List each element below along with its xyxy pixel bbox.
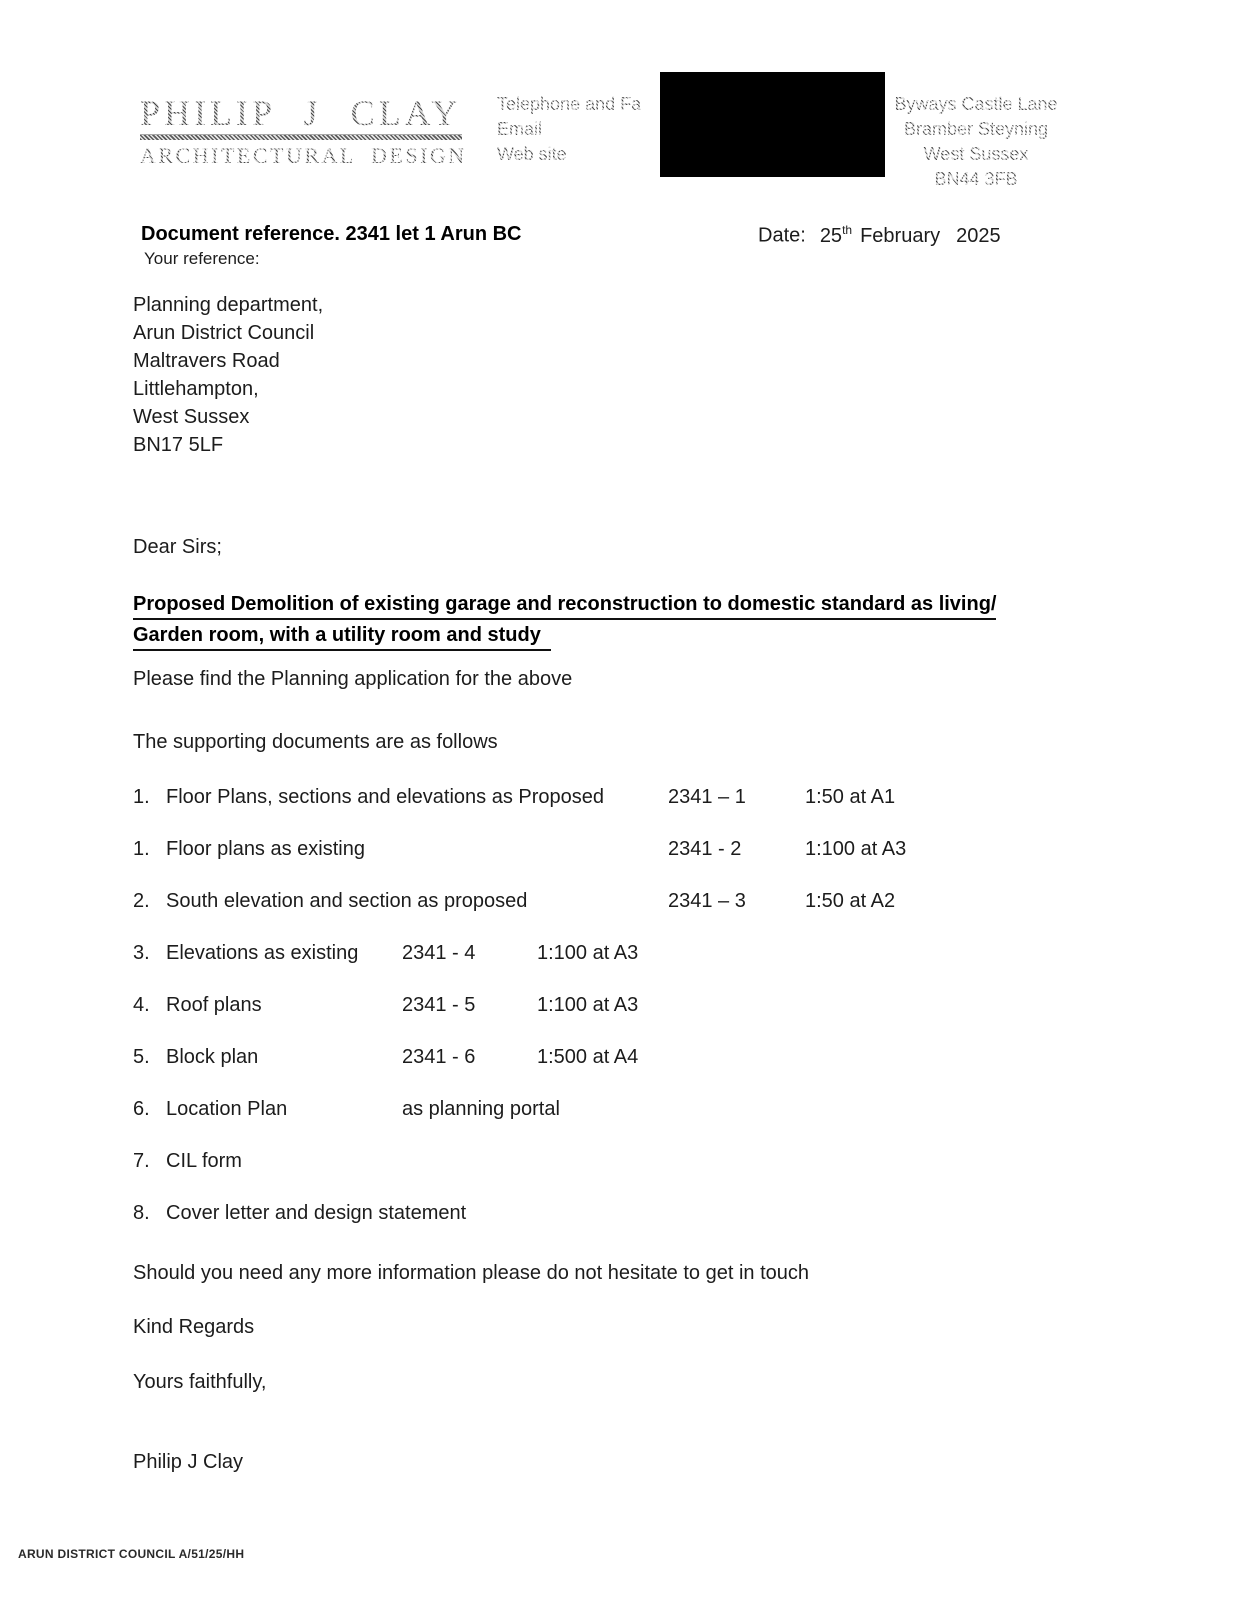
document-list-row [133,1046,1133,1098]
recipient-line: BN17 5LF [133,434,224,456]
item-scale: 1:500 at A4 [537,1046,639,1068]
company-logo-subtitle: ARCHITECTURAL DESIGN [140,143,467,168]
item-label: Location Plan [166,1098,288,1120]
item-label: Floor Plans, sections and elevations as Proposed [166,786,605,808]
footer-stamp: ARUN DISTRICT COUNCIL A/51/25/HH [18,1547,245,1561]
date-ordinal: th [842,223,853,237]
item-label: Cover letter and design statement [166,1202,467,1224]
document-list-row [133,994,1133,1046]
document-reference: Document reference. 2341 let 1 Arun BC [141,223,522,245]
subject-line-2: Garden room, with a utility room and study [133,622,551,651]
item-label: Roof plans [166,994,262,1016]
documents-list [133,786,1133,1254]
item-drawing-ref: 2341 - 2 [668,838,742,860]
subject-line-1: Proposed Demolition of existing garage and reconstruction to domestic standard as living/ [133,591,996,620]
website-label: Web site [497,144,567,164]
item-scale: 1:50 at A2 [805,890,896,912]
office-address-line: Bramber Steyning [903,119,1049,139]
item-drawing-ref: as planning portal [402,1098,560,1120]
office-address-line: BN44 3FB [934,169,1018,189]
document-list-row [133,1150,1133,1202]
item-drawing-ref: 2341 – 3 [668,890,746,912]
item-number: 6. [133,1098,150,1120]
contact-labels [497,92,641,167]
item-scale: 1:100 at A3 [537,994,639,1016]
recipient-line: Arun District Council [133,322,315,344]
recipient-line: Maltravers Road [133,350,280,372]
valediction: Yours faithfully, [133,1371,267,1393]
company-logo-name: PHILIP J CLAY [140,93,462,133]
item-number: 1. [133,786,150,808]
item-scale: 1:100 at A3 [537,942,639,964]
outro-paragraph: Should you need any more information please do not hesitate to get in touch [133,1262,810,1284]
date-month: February [860,224,941,247]
item-number: 2. [133,890,150,912]
document-list-row [133,838,1133,890]
item-number: 8. [133,1202,150,1224]
item-number: 7. [133,1150,150,1172]
item-number: 5. [133,1046,150,1068]
item-number: 3. [133,942,150,964]
list-intro-paragraph: The supporting documents are as follows [133,731,498,753]
item-label: South elevation and section as proposed [166,890,528,912]
document-list-row [133,1098,1133,1150]
your-reference: Your reference: [144,249,260,268]
office-address-line: West Sussex [923,144,1029,164]
item-label: Block plan [166,1046,259,1068]
signature-name: Philip J Clay [133,1451,244,1473]
date-day: 25 [819,224,843,247]
recipient-line: Littlehampton, [133,378,259,400]
recipient-line: Planning department, [133,294,324,316]
item-drawing-ref: 2341 - 6 [402,1046,476,1068]
redaction-box [660,72,885,177]
subject-heading [133,589,1083,651]
document-list-row [133,1202,1133,1254]
salutation: Dear Sirs; [133,536,222,558]
item-scale: 1:100 at A3 [805,838,907,860]
document-list-row [133,786,1133,838]
item-drawing-ref: 2341 - 4 [402,942,476,964]
item-label: Elevations as existing [166,942,359,964]
recipient-line: West Sussex [133,406,250,428]
office-address-line: Byways Castle Lane [894,94,1058,114]
regards: Kind Regards [133,1316,255,1338]
item-label: Floor plans as existing [166,838,365,860]
date-year: 2025 [956,224,1001,247]
date-label: Date: [758,224,806,247]
item-number: 4. [133,994,150,1016]
item-drawing-ref: 2341 - 5 [402,994,476,1016]
office-address [880,92,1072,192]
document-list-row [133,942,1133,994]
item-scale: 1:50 at A1 [805,786,896,808]
recipient-address [133,291,323,459]
item-label: CIL form [166,1150,242,1172]
item-drawing-ref: 2341 – 1 [668,786,746,808]
document-list-row [133,890,1133,942]
logo-underline [140,134,462,140]
telephone-label: Telephone and Fa [497,94,642,114]
date-line [758,223,1001,248]
email-label: Email [497,119,543,139]
intro-paragraph: Please find the Planning application for the above [133,668,573,690]
item-number: 1. [133,838,150,860]
